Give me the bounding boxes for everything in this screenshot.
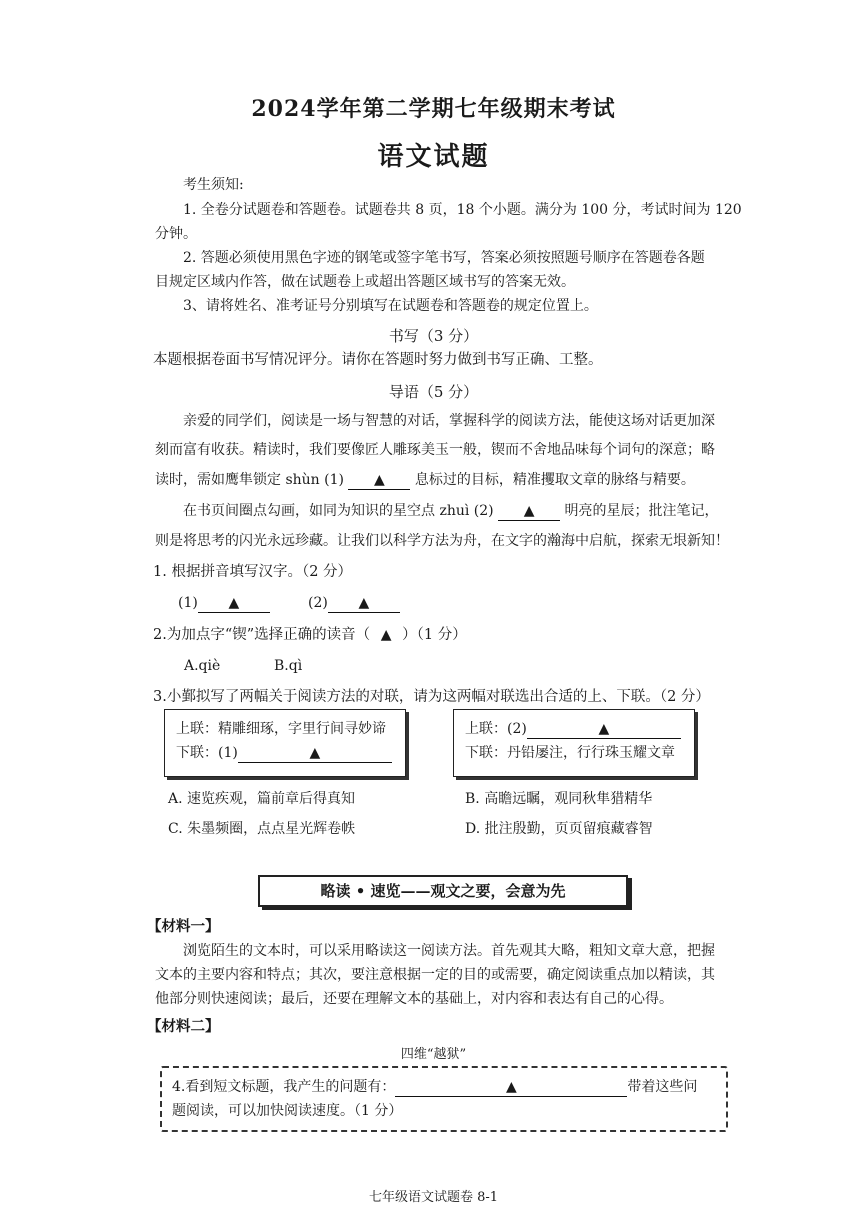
triangle-icon: ▲: [380, 627, 392, 643]
notice-item-1: 1. 全卷分试题卷和答题卷。试题卷共 8 页，18 个小题。满分为 100 分，考试时间为 120: [183, 202, 742, 218]
material-1-line-2: 文本的主要内容和特点；其次，要注意根据一定的目的或需要，确定阅读重点加以精读，其: [155, 967, 715, 983]
triangle-icon: ▲: [374, 472, 385, 488]
answer-blank-1[interactable]: [198, 594, 270, 613]
guide-paragraph-1-line-3: [155, 471, 695, 490]
section-banner: 略读 • 速览——观文之要，会意为先: [258, 875, 628, 907]
material-2-heading: 【材料二】: [147, 1018, 220, 1035]
question-text: 带着这些问: [627, 1079, 698, 1095]
guide-text: 在书页间圈点勾画，如同为知识的星空点 zhuì: [183, 503, 470, 519]
couplet-left-lower: [176, 744, 392, 763]
page-footer: 七年级语文试题卷 8-1: [368, 1190, 499, 1205]
guide-blank-1[interactable]: [348, 471, 410, 490]
guide-paragraph-2-line-2: 则是将思考的闪光永远珍藏。让我们以科学方法为舟，在文字的瀚海中启航，探索无垠新知！: [155, 533, 729, 549]
guide-heading: 导语（5 分）: [388, 383, 479, 401]
question-4-line-2: 题阅读，可以加快阅读速度。（1 分）: [172, 1103, 403, 1119]
triangle-icon: ▲: [358, 595, 370, 611]
question-3-option-c[interactable]: C. 朱墨频圈，点点星光辉卷帙: [168, 821, 356, 837]
notice-item-1-cont: 分钟。: [155, 226, 197, 242]
question-text: 4.看到短文标题，我产生的问题有：: [172, 1079, 396, 1095]
guide-text: 明亮的星辰；批注笔记，: [564, 503, 719, 519]
couplet-right-lower: 下联：丹铅屡注，行行珠玉耀文章: [465, 745, 675, 761]
question-3-stem: 3.小鄞拟写了两幅关于阅读方法的对联，请为这两幅对联选出合适的上、下联。（2 分）: [153, 689, 710, 705]
question-3-option-b[interactable]: B. 高瞻远瞩，观同秋隼猎精华: [465, 791, 653, 807]
material-1-line-1: 浏览陌生的文本时，可以采用略读这一阅读方法。首先观其大略，粗知文章大意，把握: [183, 943, 715, 959]
couplet-blank-1[interactable]: [238, 744, 392, 763]
material-1-heading: 【材料一】: [147, 918, 220, 935]
triangle-icon: ▲: [523, 503, 535, 519]
guide-blank-2[interactable]: [498, 502, 560, 521]
couplet-left-upper: 上联：精雕细琢，字里行间寻妙谛: [176, 721, 386, 737]
blank-marker-1: (1): [324, 472, 344, 488]
question-1-answer-1: [178, 594, 270, 613]
guide-paragraph-2-line-1: [183, 502, 719, 521]
answer-label: 下联：(1): [176, 745, 238, 761]
triangle-icon: ▲: [505, 1079, 517, 1095]
guide-text: 息标过的目标，精准攫取文章的脉络与精要。: [414, 472, 695, 488]
notice-item-2: 2. 答题必须使用黑色字迹的钢笔或签字笔书写，答案必须按照题号顺序在答题卷各题: [183, 250, 705, 266]
notice-item-2-cont: 目规定区域内作答，做在试题卷上或超出答题区域书写的答案无效。: [155, 274, 575, 290]
triangle-icon: ▲: [309, 745, 321, 761]
answer-label: 上联：(2): [465, 721, 527, 737]
exam-subject-title: 语文试题: [377, 142, 490, 172]
answer-label: (1): [178, 595, 198, 611]
guide-paragraph-1-line-2: 刻而富有收获。精读时，我们要像匠人雕琢美玉一般，锲而不舍地品味每个词句的深意；略: [155, 442, 715, 458]
triangle-icon: ▲: [598, 721, 610, 737]
question-3-option-d[interactable]: D. 批注殷勤，页页留痕藏睿智: [465, 821, 653, 837]
question-2-stem: [153, 626, 467, 644]
question-text: ）（1 分）: [402, 627, 467, 643]
notice-heading: 考生须知:: [183, 177, 244, 193]
question-4-blank[interactable]: [395, 1078, 627, 1097]
answer-label: (2): [308, 595, 328, 611]
question-3-option-a[interactable]: A. 速览疾观，篇前章后得真知: [168, 791, 356, 807]
question-4-box: [160, 1066, 728, 1132]
guide-paragraph-1-line-1: 亲爱的同学们，阅读是一场与智慧的对话，掌握科学的阅读方法，能使这场对话更加深: [183, 413, 715, 429]
answer-blank-2[interactable]: [328, 594, 400, 613]
couplet-right-upper: [465, 720, 681, 739]
article-title: 四维“越狱”: [400, 1047, 467, 1062]
material-1-line-3: 他部分则快速阅读；最后，还要在理解文本的基础上，对内容和表达有自己的心得。: [155, 991, 673, 1007]
blank-marker-2: (2): [473, 503, 494, 519]
question-1-answer-2: [308, 594, 400, 613]
notice-item-3: 3、请将姓名、准考证号分别填写在试题卷和答题卷的规定位置上。: [183, 298, 598, 314]
question-4-line-1: [172, 1078, 697, 1097]
exam-title: 2024学年第二学期七年级期末考试: [251, 96, 616, 122]
question-text: 2.为加点字“锲”选择正确的读音（: [153, 627, 371, 643]
couplet-blank-2[interactable]: [527, 720, 681, 739]
question-2-option-a[interactable]: A.qiè: [184, 658, 221, 674]
guide-text: 读时，需如鹰隼锁定 shùn: [155, 472, 320, 488]
triangle-icon: ▲: [228, 595, 240, 611]
writing-text: 本题根据卷面书写情况评分。请你在答题时努力做到书写正确、工整。: [153, 352, 603, 368]
question-1-stem: 1. 根据拼音填写汉字。（2 分）: [153, 564, 353, 580]
question-2-option-b[interactable]: B.qì: [274, 658, 303, 674]
writing-heading: 书写（3 分）: [388, 327, 479, 345]
